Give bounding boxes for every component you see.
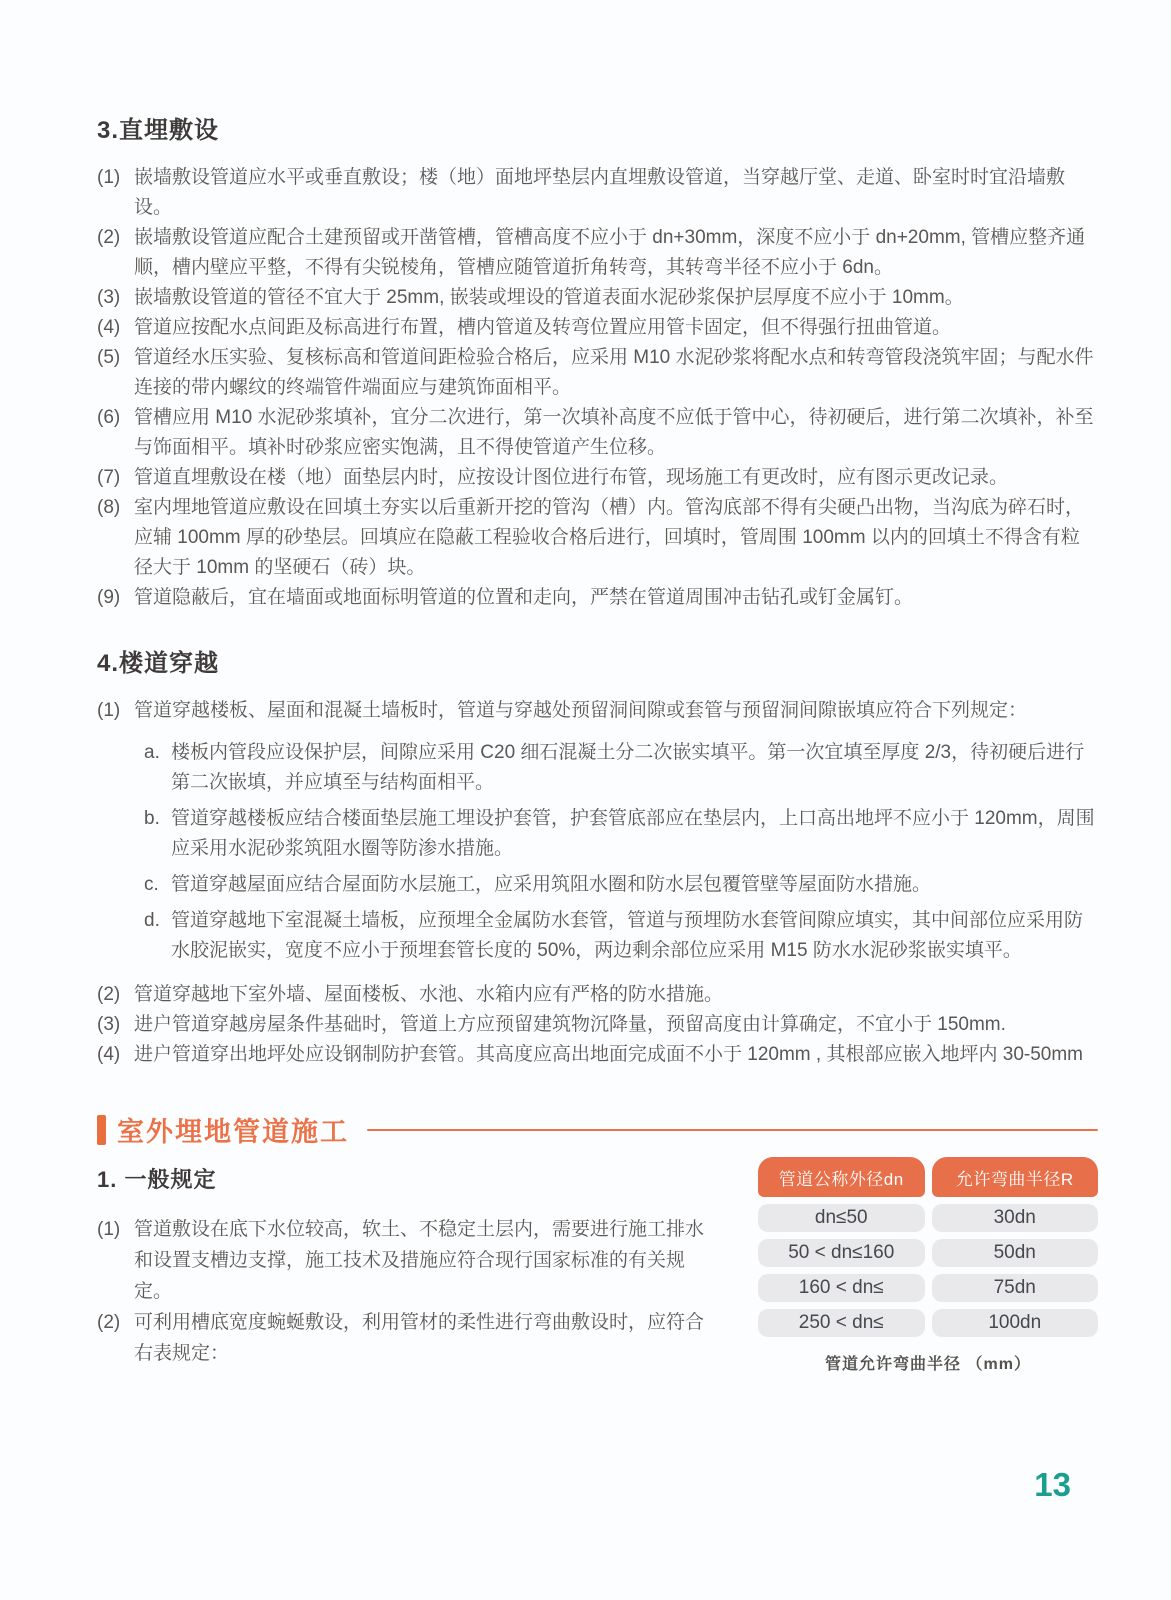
list-item bbox=[97, 1010, 1098, 1040]
general-rules-column bbox=[97, 1159, 758, 1374]
item-number: (4) bbox=[97, 1044, 121, 1065]
item-text: 管道隐蔽后，宜在墙面或地面标明管道的位置和走向，严禁在管道周围冲击钻孔或钉金属钉。 bbox=[134, 587, 914, 608]
table-cell: 160 < dn≤ bbox=[758, 1274, 925, 1302]
list-item bbox=[97, 493, 1098, 583]
list-item bbox=[97, 583, 1098, 613]
section-banner bbox=[97, 1110, 1098, 1149]
list-item bbox=[97, 696, 1098, 726]
bend-radius-table-block bbox=[758, 1157, 1098, 1374]
table-header-cell: 允许弯曲半径R bbox=[932, 1157, 1099, 1197]
item-number: (3) bbox=[97, 1014, 121, 1035]
item-text: 管道应按配水点间距及标高进行布置，槽内管道及转弯位置应用管卡固定，但不得强行扭曲管道。 bbox=[134, 317, 952, 338]
item-text: 管槽应用 M10 水泥砂浆填补，宜分二次进行，第一次填补高度不应低于管中心，待初硬后，进行第二次填补，补至与饰面相平。填补时砂浆应密实饱满，且不得使管道产生位移。 bbox=[134, 407, 1094, 458]
list-item bbox=[97, 343, 1098, 403]
item-number: (4) bbox=[97, 317, 121, 338]
list-item bbox=[97, 980, 1098, 1010]
list-item bbox=[97, 163, 1098, 223]
item-text: 进户管道穿出地坪处应设钢制防护套管。其高度应高出地面完成面不小于 120mm , 其根部应嵌入地坪内 30-50mm bbox=[134, 1044, 1084, 1065]
item-number: (3) bbox=[97, 287, 121, 308]
item-text: 嵌墙敷设管道应水平或垂直敷设；楼（地）面地坪垫层内直埋敷设管道，当穿越厅堂、走道、卧室时时宜沿墙敷设。 bbox=[134, 167, 1066, 218]
table-cell: 50dn bbox=[932, 1239, 1099, 1267]
list-item bbox=[97, 1307, 716, 1369]
item-letter: c. bbox=[144, 874, 159, 895]
list-item bbox=[97, 463, 1098, 493]
banner-accent-bar bbox=[97, 1115, 106, 1145]
item-text: 室内埋地管道应敷设在回填土夯实以后重新开挖的管沟（槽）内。管沟底部不得有尖硬凸出物，当沟底为碎石时，应辅 100mm 厚的砂垫层。回填应在隐蔽工程验收合格后进行，回填时，管周围 100mm 以内的回填土不得含有粒径大于 10mm 的坚硬石（砖）块。 bbox=[134, 497, 1085, 578]
item-number: (1) bbox=[97, 700, 121, 721]
table-cell: 250 < dn≤ bbox=[758, 1309, 925, 1337]
item-number: (9) bbox=[97, 587, 121, 608]
section-3-list bbox=[97, 163, 1098, 613]
item-number: (6) bbox=[97, 407, 121, 428]
item-number: (1) bbox=[97, 167, 121, 188]
item-number: (2) bbox=[97, 1312, 121, 1333]
sub-list-item bbox=[144, 738, 1098, 798]
item-number: (7) bbox=[97, 467, 121, 488]
item-text: 嵌墙敷设管道的管径不宜大于 25mm, 嵌装或埋设的管道表面水泥砂浆保护层厚度不应小于 10mm。 bbox=[134, 287, 964, 308]
item-letter: a. bbox=[144, 742, 160, 763]
bend-radius-table bbox=[758, 1157, 1098, 1337]
item-letter: d. bbox=[144, 910, 160, 931]
item-text: 管道穿越屋面应结合屋面防水层施工，应采用筑阻水圈和防水层包覆管壁等屋面防水措施。 bbox=[171, 874, 932, 895]
item-letter: b. bbox=[144, 808, 160, 829]
list-item bbox=[97, 283, 1098, 313]
list-item bbox=[97, 403, 1098, 463]
item-number: (8) bbox=[97, 497, 121, 518]
sub-list-item bbox=[144, 804, 1098, 864]
two-column-area bbox=[97, 1159, 1098, 1374]
table-cell: 100dn bbox=[932, 1309, 1099, 1337]
list-item bbox=[97, 1214, 716, 1307]
list-item bbox=[97, 223, 1098, 283]
item-text: 进户管道穿越房屋条件基础时，管道上方应预留建筑物沉降量，预留高度由计算确定，不宜小于 150mm. bbox=[134, 1014, 1006, 1035]
section-3-heading: 3.直埋敷设 bbox=[97, 117, 220, 144]
item-number: (2) bbox=[97, 984, 121, 1005]
item-text: 管道穿越地下室混凝土墙板，应预埋全金属防水套管，管道与预埋防水套管间隙应填实，其中间部位应采用防水胶泥嵌实，宽度不应小于预埋套管长度的 50%，两边剩余部位应采用 M15 防水水泥砂浆嵌实填平。 bbox=[171, 910, 1084, 961]
sub-list-item bbox=[144, 906, 1098, 966]
table-cell: 75dn bbox=[932, 1274, 1099, 1302]
banner-title: 室外埋地管道施工 bbox=[117, 1117, 349, 1147]
table-header-cell: 管道公称外径dn bbox=[758, 1157, 925, 1197]
banner-rule-line bbox=[367, 1129, 1098, 1131]
table-cell: dn≤50 bbox=[758, 1204, 925, 1232]
item-text: 管道直埋敷设在楼（地）面垫层内时，应按设计图位进行布管，现场施工有更改时，应有图示更改记录。 bbox=[134, 467, 1009, 488]
item-number: (5) bbox=[97, 347, 121, 368]
section-4-sublist bbox=[97, 738, 1098, 966]
general-rules-list bbox=[97, 1214, 716, 1369]
general-rules-heading: 1. 一般规定 bbox=[97, 1167, 217, 1192]
table-cell: 50 < dn≤160 bbox=[758, 1239, 925, 1267]
table-cell: 30dn bbox=[932, 1204, 1099, 1232]
section-4-heading: 4.楼道穿越 bbox=[97, 650, 220, 677]
item-number: (2) bbox=[97, 227, 121, 248]
item-text: 管道穿越楼板、屋面和混凝土墙板时，管道与穿越处预留洞间隙或套管与预留洞间隙嵌填应符合下列规定： bbox=[134, 700, 1028, 721]
item-number: (1) bbox=[97, 1219, 121, 1240]
item-text: 嵌墙敷设管道应配合土建预留或开凿管槽，管槽高度不应小于 dn+30mm，深度不应小于 dn+20mm, 管槽应整齐通顺，槽内壁应平整，不得有尖锐棱角，管槽应随管道折角转弯，其转弯半径不应小于 6dn。 bbox=[134, 227, 1086, 278]
item-text: 楼板内管段应设保护层，间隙应采用 C20 细石混凝土分二次嵌实填平。第一次宜填至厚度 2/3，待初硬后进行第二次嵌填，并应填至与结构面相平。 bbox=[171, 742, 1085, 793]
page-number: 13 bbox=[1034, 1466, 1071, 1503]
table-caption: 管道允许弯曲半径 （mm） bbox=[825, 1356, 1031, 1373]
item-text: 可利用槽底宽度蜿蜒敷设，利用管材的柔性进行弯曲敷设时，应符合右表规定： bbox=[134, 1312, 705, 1364]
sub-list-item bbox=[144, 870, 1098, 900]
item-text: 管道敷设在底下水位较高，软土、不稳定土层内，需要进行施工排水和设置支槽边支撑，施工技术及措施应符合现行国家标准的有关规定。 bbox=[134, 1219, 705, 1302]
item-text: 管道穿越楼板应结合楼面垫层施工埋设护套管，护套管底部应在垫层内，上口高出地坪不应小于 120mm，周围应采用水泥砂浆筑阻水圈等防渗水措施。 bbox=[171, 808, 1095, 859]
section-4-list bbox=[97, 696, 1098, 1070]
list-item bbox=[97, 1040, 1098, 1070]
item-text: 管道穿越地下室外墙、屋面楼板、水池、水箱内应有严格的防水措施。 bbox=[134, 984, 724, 1005]
list-item bbox=[97, 313, 1098, 343]
item-text: 管道经水压实验、复核标高和管道间距检验合格后，应采用 M10 水泥砂浆将配水点和转弯管段浇筑牢固；与配水件连接的带内螺纹的终端管件端面应与建筑饰面相平。 bbox=[134, 347, 1094, 398]
